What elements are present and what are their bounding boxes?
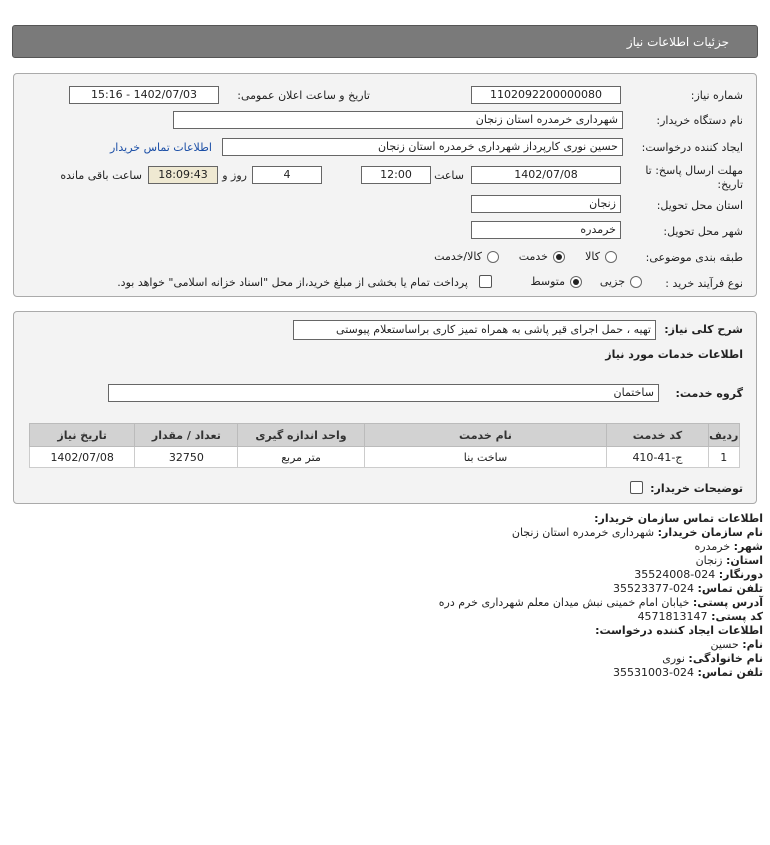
days-field[interactable]: 4 <box>252 166 322 184</box>
process-medium-radio[interactable] <box>570 276 582 288</box>
deadline-time-label: ساعت <box>434 169 464 182</box>
contact-province-label: استان: <box>726 554 763 567</box>
page-title: جزئیات اطلاعات نیاز <box>626 35 729 49</box>
name-label: نام: <box>742 638 763 651</box>
category-label: طبقه بندی موضوعی: <box>645 251 743 264</box>
phone-value: 024-35523377 <box>613 582 695 595</box>
fax-value: 024-35524008 <box>634 568 716 581</box>
need-number-label: شماره نیاز: <box>690 89 743 102</box>
service-code-cell: ج-41-410 <box>607 447 708 468</box>
fax-label: دورنگار: <box>718 568 763 581</box>
city-label: شهر محل تحویل: <box>663 225 743 238</box>
contact-province-value: زنجان <box>695 554 723 567</box>
services-table <box>29 423 740 468</box>
description-label: شرح کلی نیاز: <box>664 323 743 336</box>
deadline-label-date: تاریخ: <box>717 178 743 191</box>
address-value: خیابان امام خمینی نبش میدان معلم شهرداری خرم دره <box>438 596 690 609</box>
page-header <box>12 25 758 58</box>
category-goods-service-label: کالا/خدمت <box>434 250 482 263</box>
category-goods-radio[interactable] <box>605 251 617 263</box>
buyer-label: نام دستگاه خریدار: <box>656 114 743 127</box>
need-number-field[interactable]: 1102092200000080 <box>471 86 621 104</box>
creator-info-title: اطلاعات ایجاد کننده درخواست: <box>595 624 763 637</box>
col-row-header: ردیف <box>708 424 739 447</box>
table-row <box>30 447 740 468</box>
contact-title: اطلاعات تماس سازمان خریدار: <box>594 512 763 525</box>
row-number-cell: 1 <box>708 447 739 468</box>
service-group-label: گروه خدمت: <box>675 387 743 400</box>
creator-phone-value: 024-35531003 <box>613 666 695 679</box>
announce-label: تاریخ و ساعت اعلان عمومی: <box>237 89 370 102</box>
family-value: نوری <box>662 652 685 665</box>
col-unit-header: واحد اندازه گیری <box>238 424 364 447</box>
description-field[interactable]: تهیه ، حمل اجرای قیر پاشی به همراه تمیز کاری براساستعلام پیوستی <box>293 320 656 340</box>
category-goods-label: کالا <box>585 250 600 263</box>
city-field[interactable]: خرمدره <box>471 221 621 239</box>
address-label: آدرس پستی: <box>692 596 763 609</box>
family-label: نام خانوادگی: <box>688 652 763 665</box>
remaining-time-field: 18:09:43 <box>148 166 218 184</box>
col-code-header: کد خدمت <box>607 424 708 447</box>
quantity-cell: 32750 <box>135 447 238 468</box>
buyer-field[interactable]: شهرداری خرمدره استان زنجان <box>173 111 623 129</box>
contact-city-value: خرمدره <box>694 540 731 553</box>
deadline-time-field[interactable]: 12:00 <box>361 166 431 184</box>
org-value: شهرداری خرمدره استان زنجان <box>511 526 655 539</box>
process-minor-label: جزیی <box>599 275 625 288</box>
treasury-payment-note: پرداخت تمام یا بخشی از مبلغ خرید،از محل "اسناد خزانه اسلامی" خواهد بود. <box>117 276 468 289</box>
buyer-contact-link[interactable]: اطلاعات تماس خریدار <box>110 141 212 154</box>
creator-phone-label: تلفن تماس: <box>697 666 763 679</box>
col-qty-header: تعداد / مقدار <box>135 424 238 447</box>
province-label: استان محل تحویل: <box>656 199 743 212</box>
announce-field[interactable]: 1402/07/03 - 15:16 <box>69 86 219 104</box>
table-header-row <box>30 424 740 447</box>
deadline-label: مهلت ارسال پاسخ: تا <box>645 164 743 177</box>
treasury-payment-checkbox[interactable] <box>479 275 492 288</box>
phone-label: تلفن تماس: <box>697 582 763 595</box>
remaining-label: ساعت باقی مانده <box>60 169 142 182</box>
service-group-field[interactable]: ساختمان <box>108 384 659 402</box>
creator-label: ایجاد کننده درخواست: <box>641 141 743 154</box>
buyer-notes-checkbox[interactable] <box>630 481 643 494</box>
days-label: روز و <box>222 169 247 182</box>
creator-field[interactable]: حسین نوری کارپرداز شهرداری خرمدره استان زنجان <box>222 138 623 156</box>
contact-info <box>63 512 763 680</box>
category-goods-service-radio[interactable] <box>487 251 499 263</box>
col-date-header: تاریخ نیاز <box>30 424 135 447</box>
category-service-radio[interactable] <box>553 251 565 263</box>
postal-label: کد پستی: <box>711 610 763 623</box>
contact-city-label: شهر: <box>733 540 763 553</box>
process-minor-radio[interactable] <box>630 276 642 288</box>
service-name-cell: ساخت بنا <box>364 447 607 468</box>
category-service-label: خدمت <box>518 250 548 263</box>
services-title: اطلاعات خدمات مورد نیاز <box>605 348 743 361</box>
name-value: حسین <box>710 638 739 651</box>
deadline-date-field[interactable]: 1402/07/08 <box>471 166 621 184</box>
buyer-notes-label: توضیحات خریدار: <box>650 482 743 495</box>
process-medium-label: متوسط <box>530 275 565 288</box>
org-label: نام سازمان خریدار: <box>657 526 763 539</box>
postal-value: 4571813147 <box>637 610 708 623</box>
col-name-header: نام خدمت <box>364 424 607 447</box>
process-label: نوع فرآیند خرید : <box>665 277 743 290</box>
province-field[interactable]: زنجان <box>471 195 621 213</box>
need-date-cell: 1402/07/08 <box>30 447 135 468</box>
unit-cell: متر مربع <box>238 447 364 468</box>
